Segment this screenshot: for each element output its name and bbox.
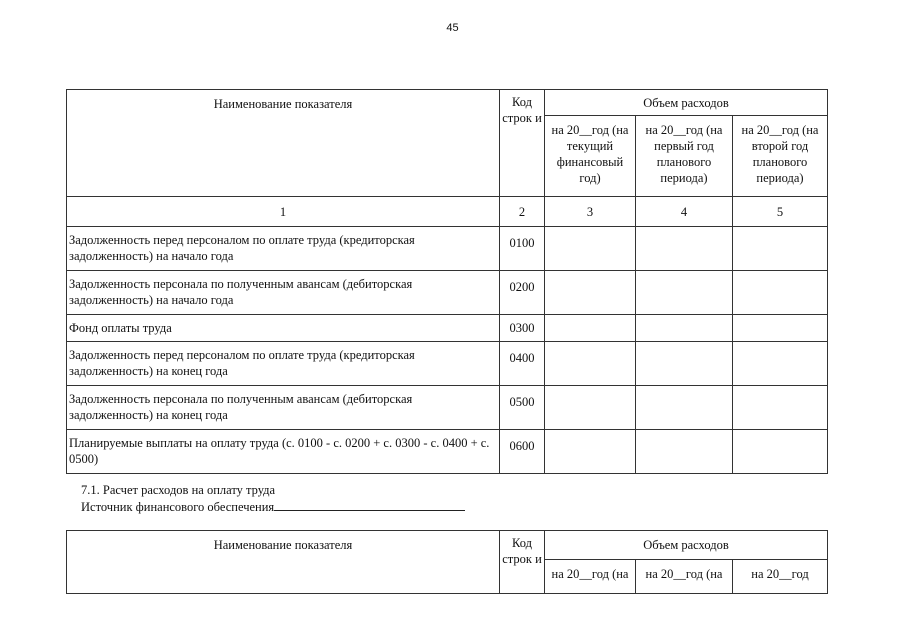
value-cell [733,271,828,315]
header-expense-volume: Объем расходов [545,531,828,560]
header-row-code: Код строк и [500,531,545,594]
value-cell [636,386,733,430]
row-name: Фонд оплаты труда [67,315,500,342]
column-number: 5 [733,197,828,227]
header-current-year: на 20__год (на текущий финансовый год) [545,116,636,197]
value-cell [545,342,636,386]
header-current-year: на 20__год (на [545,559,636,593]
value-cell [545,430,636,474]
value-cell [545,386,636,430]
row-code: 0300 [500,315,545,342]
table-row [67,342,828,386]
header-second-plan-year: на 20__год (на второй год планового периода) [733,116,828,197]
column-number-row [67,197,828,227]
header-indicator-name: Наименование показателя [67,531,500,594]
table-row [67,430,828,474]
funding-source-line [81,498,465,515]
row-name: Задолженность персонала по полученным авансам (дебиторская задолженность) на конец года [67,386,500,430]
header-expense-volume: Объем расходов [545,90,828,116]
row-name: Задолженность перед персоналом по оплате труда (кредиторская задолженность) на начало года [67,227,500,271]
row-code: 0600 [500,430,545,474]
header-first-plan-year: на 20__год (на первый год планового периода) [636,116,733,197]
value-cell [733,430,828,474]
value-cell [636,271,733,315]
funding-source-blank [274,498,465,511]
row-name: Задолженность персонала по полученным авансам (дебиторская задолженность) на начало года [67,271,500,315]
table-row [67,386,828,430]
column-number: 1 [67,197,500,227]
table-row [67,227,828,271]
labor-expense-table [66,530,828,594]
value-cell [636,342,733,386]
header-first-plan-year: на 20__год (на [636,559,733,593]
value-cell [636,315,733,342]
value-cell [636,430,733,474]
row-code: 0500 [500,386,545,430]
value-cell [733,386,828,430]
value-cell [545,271,636,315]
header-indicator-name: Наименование показателя [67,90,500,197]
value-cell [545,315,636,342]
row-name: Планируемые выплаты на оплату труда (с. 0100 - с. 0200 + с. 0300 - с. 0400 + с. 0500) [67,430,500,474]
column-number: 3 [545,197,636,227]
header-row-code: Код строк и [500,90,545,197]
row-code: 0400 [500,342,545,386]
row-name: Задолженность перед персоналом по оплате труда (кредиторская задолженность) на конец года [67,342,500,386]
page-number: 45 [446,22,459,34]
value-cell [545,227,636,271]
value-cell [733,227,828,271]
column-number: 2 [500,197,545,227]
header-second-plan-year: на 20__год [733,559,828,593]
value-cell [733,315,828,342]
funding-source-label: Источник финансового обеспечения [81,500,275,514]
column-number: 4 [636,197,733,227]
row-code: 0200 [500,271,545,315]
value-cell [636,227,733,271]
section-title: 7.1. Расчет расходов на оплату труда [81,483,276,497]
row-code: 0100 [500,227,545,271]
table-row [67,271,828,315]
value-cell [733,342,828,386]
table-row [67,315,828,342]
expense-table [66,89,828,474]
